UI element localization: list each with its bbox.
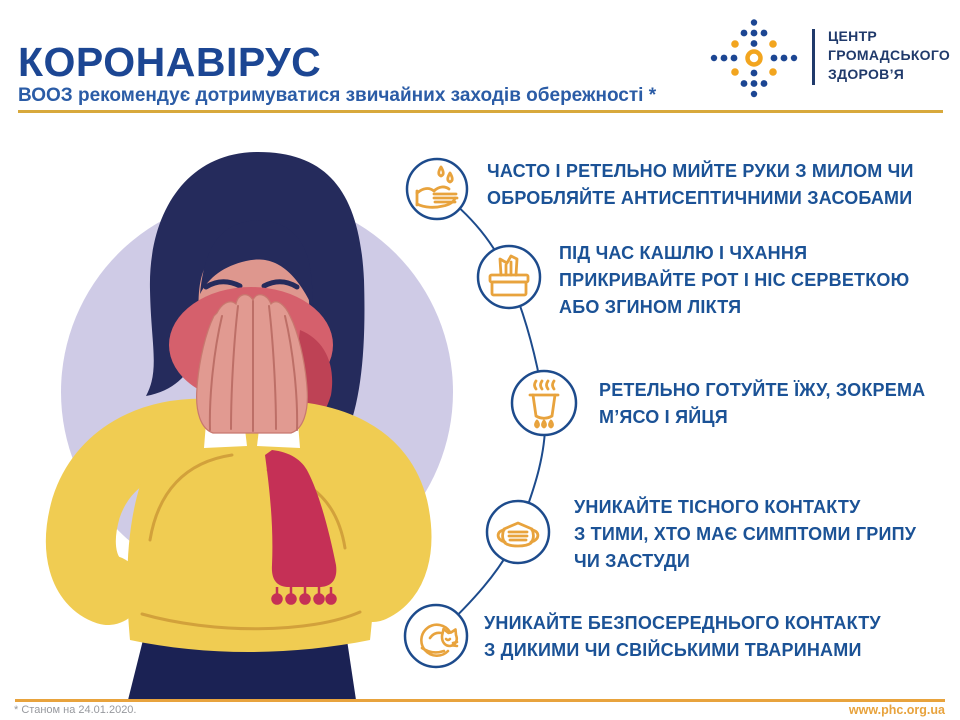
advice-line: ОБРОБЛЯЙТЕ АНТИСЕПТИЧНИМИ ЗАСОБАМИ bbox=[487, 188, 913, 208]
advice-item-wash-hands bbox=[487, 158, 914, 212]
advice-line: АБО ЗГИНОМ ЛІКТЯ bbox=[559, 297, 742, 317]
advice-item-cook-food bbox=[599, 377, 925, 431]
footer-website: www.phc.org.ua bbox=[848, 703, 945, 717]
woman-illustration bbox=[61, 152, 453, 700]
page-title: КОРОНАВІРУС bbox=[18, 39, 322, 86]
advice-line: ЧИ ЗАСТУДИ bbox=[574, 551, 691, 571]
subtitle: ВООЗ рекомендує дотримуватися звичайних заходів обережності * bbox=[18, 85, 657, 106]
advice-item-cover-mouth bbox=[559, 240, 909, 321]
advice-circle-2 bbox=[478, 246, 540, 308]
advice-line: ЧАСТО І РЕТЕЛЬНО МИЙТЕ РУКИ З МИЛОМ ЧИ bbox=[487, 161, 914, 181]
advice-line: З ТИМИ, ХТО МАЄ СИМПТОМИ ГРИПУ bbox=[574, 524, 917, 544]
advice-line: З ДИКИМИ ЧИ СВІЙСЬКИМИ ТВАРИНАМИ bbox=[484, 640, 862, 660]
footer-divider bbox=[15, 699, 945, 702]
advice-item-avoid-sick bbox=[574, 494, 916, 575]
logo-line: ЦЕНТР bbox=[828, 28, 878, 44]
advice-line: УНИКАЙТЕ БЕЗПОСЕРЕДНЬОГО КОНТАКТУ bbox=[484, 613, 881, 633]
advice-line: РЕТЕЛЬНО ГОТУЙТЕ ЇЖУ, ЗОКРЕМА bbox=[599, 380, 926, 400]
logo-line: ЗДОРОВ’Я bbox=[828, 66, 905, 82]
advice-line: М’ЯСО І ЯЙЦЯ bbox=[599, 407, 728, 427]
advice-line: ПРИКРИВАЙТЕ РОТ І НІС СЕРВЕТКОЮ bbox=[559, 270, 910, 290]
advice-line: УНИКАЙТЕ ТІСНОГО КОНТАКТУ bbox=[574, 497, 861, 517]
footer-date-note: * Станом на 24.01.2020. bbox=[14, 704, 137, 716]
advice-item-avoid-animals bbox=[484, 610, 881, 664]
advice-line: ПІД ЧАС КАШЛЮ І ЧХАННЯ bbox=[559, 243, 808, 263]
logo-line: ГРОМАДСЬКОГО bbox=[828, 47, 951, 63]
